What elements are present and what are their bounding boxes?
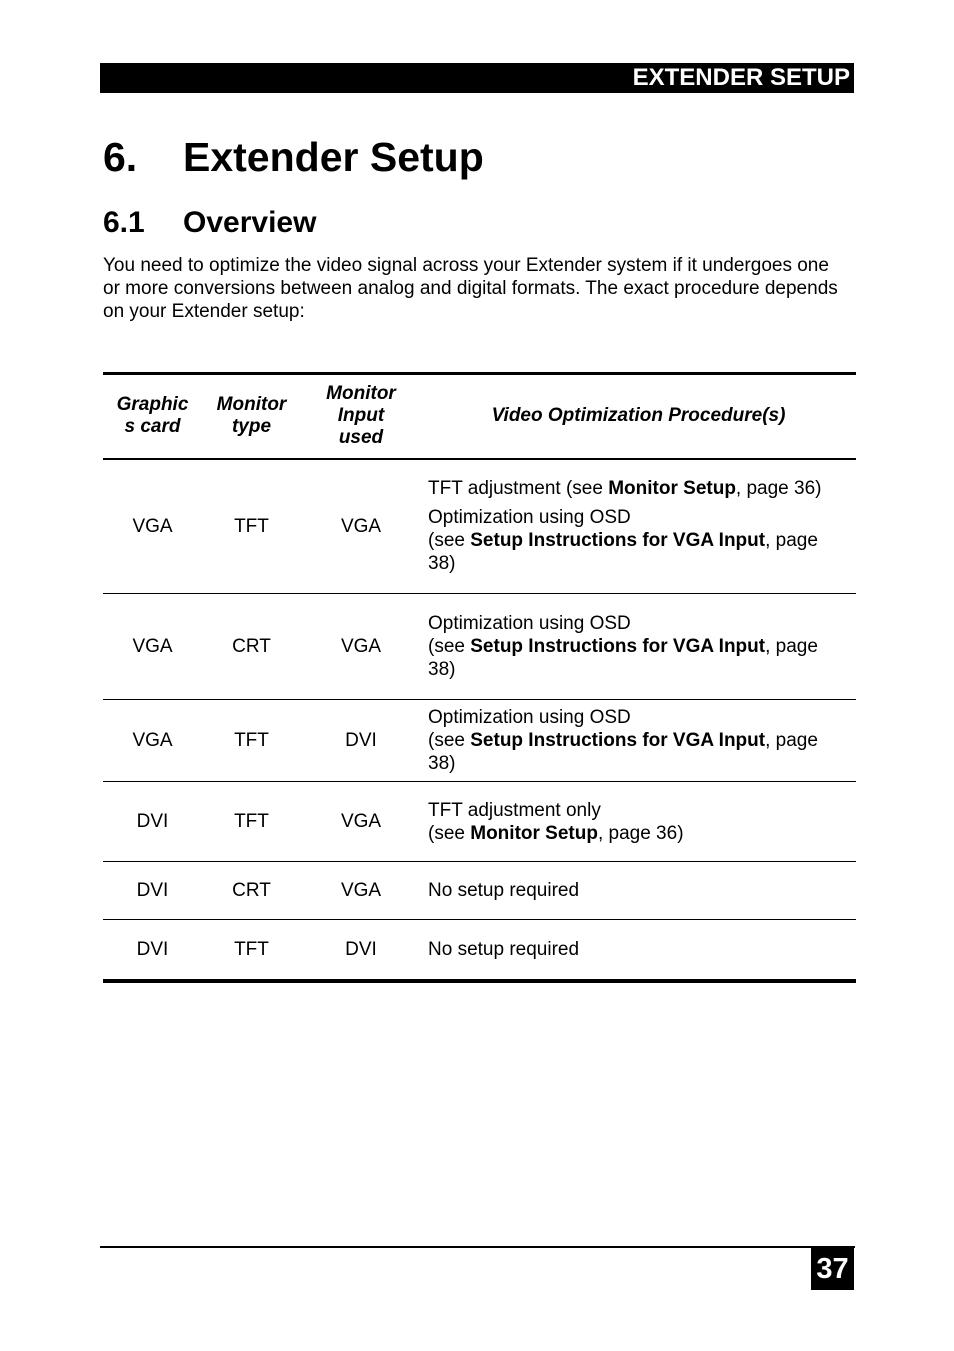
cell-monitor-input: VGA [340, 515, 382, 537]
procedure-text: Optimization using OSD (see Setup Instructions for VGA Input, page 38) [428, 707, 818, 774]
cell-monitor-type: TFT [202, 700, 301, 782]
cell-monitor-type: TFT [202, 920, 301, 981]
cell-graphics-card: VGA [103, 700, 202, 782]
cell-monitor-input: VGA [301, 594, 421, 700]
cell-monitor-type: TFT [202, 782, 301, 862]
cell-monitor-type: CRT [202, 862, 301, 920]
cell-monitor-input: VGA [301, 862, 421, 920]
procedure-text: Optimization using OSD (see Setup Instructions for VGA Input, page 38) [428, 507, 818, 575]
header-monitor-type: Monitor type [202, 374, 301, 459]
procedure-text: Optimization using OSD (see Setup Instructions for VGA Input, page 38) [428, 613, 818, 680]
cell-graphics-card: DVI [103, 782, 202, 862]
cell-graphics-card: VGA [103, 594, 202, 700]
procedure-text: No setup required [428, 938, 580, 960]
cell-procedure [421, 920, 856, 981]
table-header-row [103, 374, 856, 459]
cell-monitor-type: TFT [234, 515, 269, 537]
procedure-text: TFT adjustment only (see Monitor Setup, page 36) [428, 799, 684, 844]
section-heading [103, 205, 316, 241]
reference-link-text: Monitor Setup [608, 478, 736, 500]
reference-link-text: Setup Instructions for VGA Input [470, 730, 766, 751]
cell-procedure [421, 459, 856, 594]
procedure-text: No setup required [428, 880, 580, 901]
cell-graphics-card: VGA [132, 515, 173, 537]
table-row [103, 920, 856, 981]
cell-monitor-input: DVI [301, 700, 421, 782]
running-header-title: EXTENDER SETUP [632, 64, 850, 91]
reference-link-text: Setup Instructions for VGA Input [470, 530, 766, 552]
setup-table [103, 372, 856, 983]
chapter-number: 6. [103, 134, 138, 180]
cell-monitor-type: CRT [202, 594, 301, 700]
chapter-heading [103, 134, 484, 180]
cell-monitor-input: VGA [301, 782, 421, 862]
cell-monitor-input: DVI [301, 920, 421, 981]
table-row [103, 594, 856, 700]
cell-procedure [421, 862, 856, 920]
section-title: Overview [183, 206, 317, 239]
cell-procedure [421, 700, 856, 782]
intro-paragraph: You need to optimize the video signal across your Extender system if it undergoes one or more conversions between analog and digital formats. The exact procedure depends on your Extender setup: [103, 255, 838, 322]
header-monitor-input: Monitor Input used [301, 374, 421, 459]
footer-rule [100, 1246, 855, 1248]
cell-procedure [421, 594, 856, 700]
reference-link-text: Setup Instructions for VGA Input [470, 636, 766, 657]
table-row [103, 700, 856, 782]
table-row [103, 459, 856, 594]
running-header [100, 63, 854, 93]
reference-link-text: Monitor Setup [470, 822, 598, 844]
cell-graphics-card: DVI [103, 920, 202, 981]
header-graphics-card: Graphic s card [103, 374, 202, 459]
page-number: 37 [811, 1248, 854, 1290]
cell-procedure [421, 782, 856, 862]
procedure-text: TFT adjustment (see Monitor Setup, page 36) [428, 478, 822, 500]
table-row [103, 782, 856, 862]
header-procedure: Video Optimization Procedure(s) [421, 374, 856, 459]
cell-graphics-card: DVI [103, 862, 202, 920]
table-row [103, 862, 856, 920]
chapter-title: Extender Setup [183, 134, 484, 180]
section-number: 6.1 [103, 206, 145, 239]
